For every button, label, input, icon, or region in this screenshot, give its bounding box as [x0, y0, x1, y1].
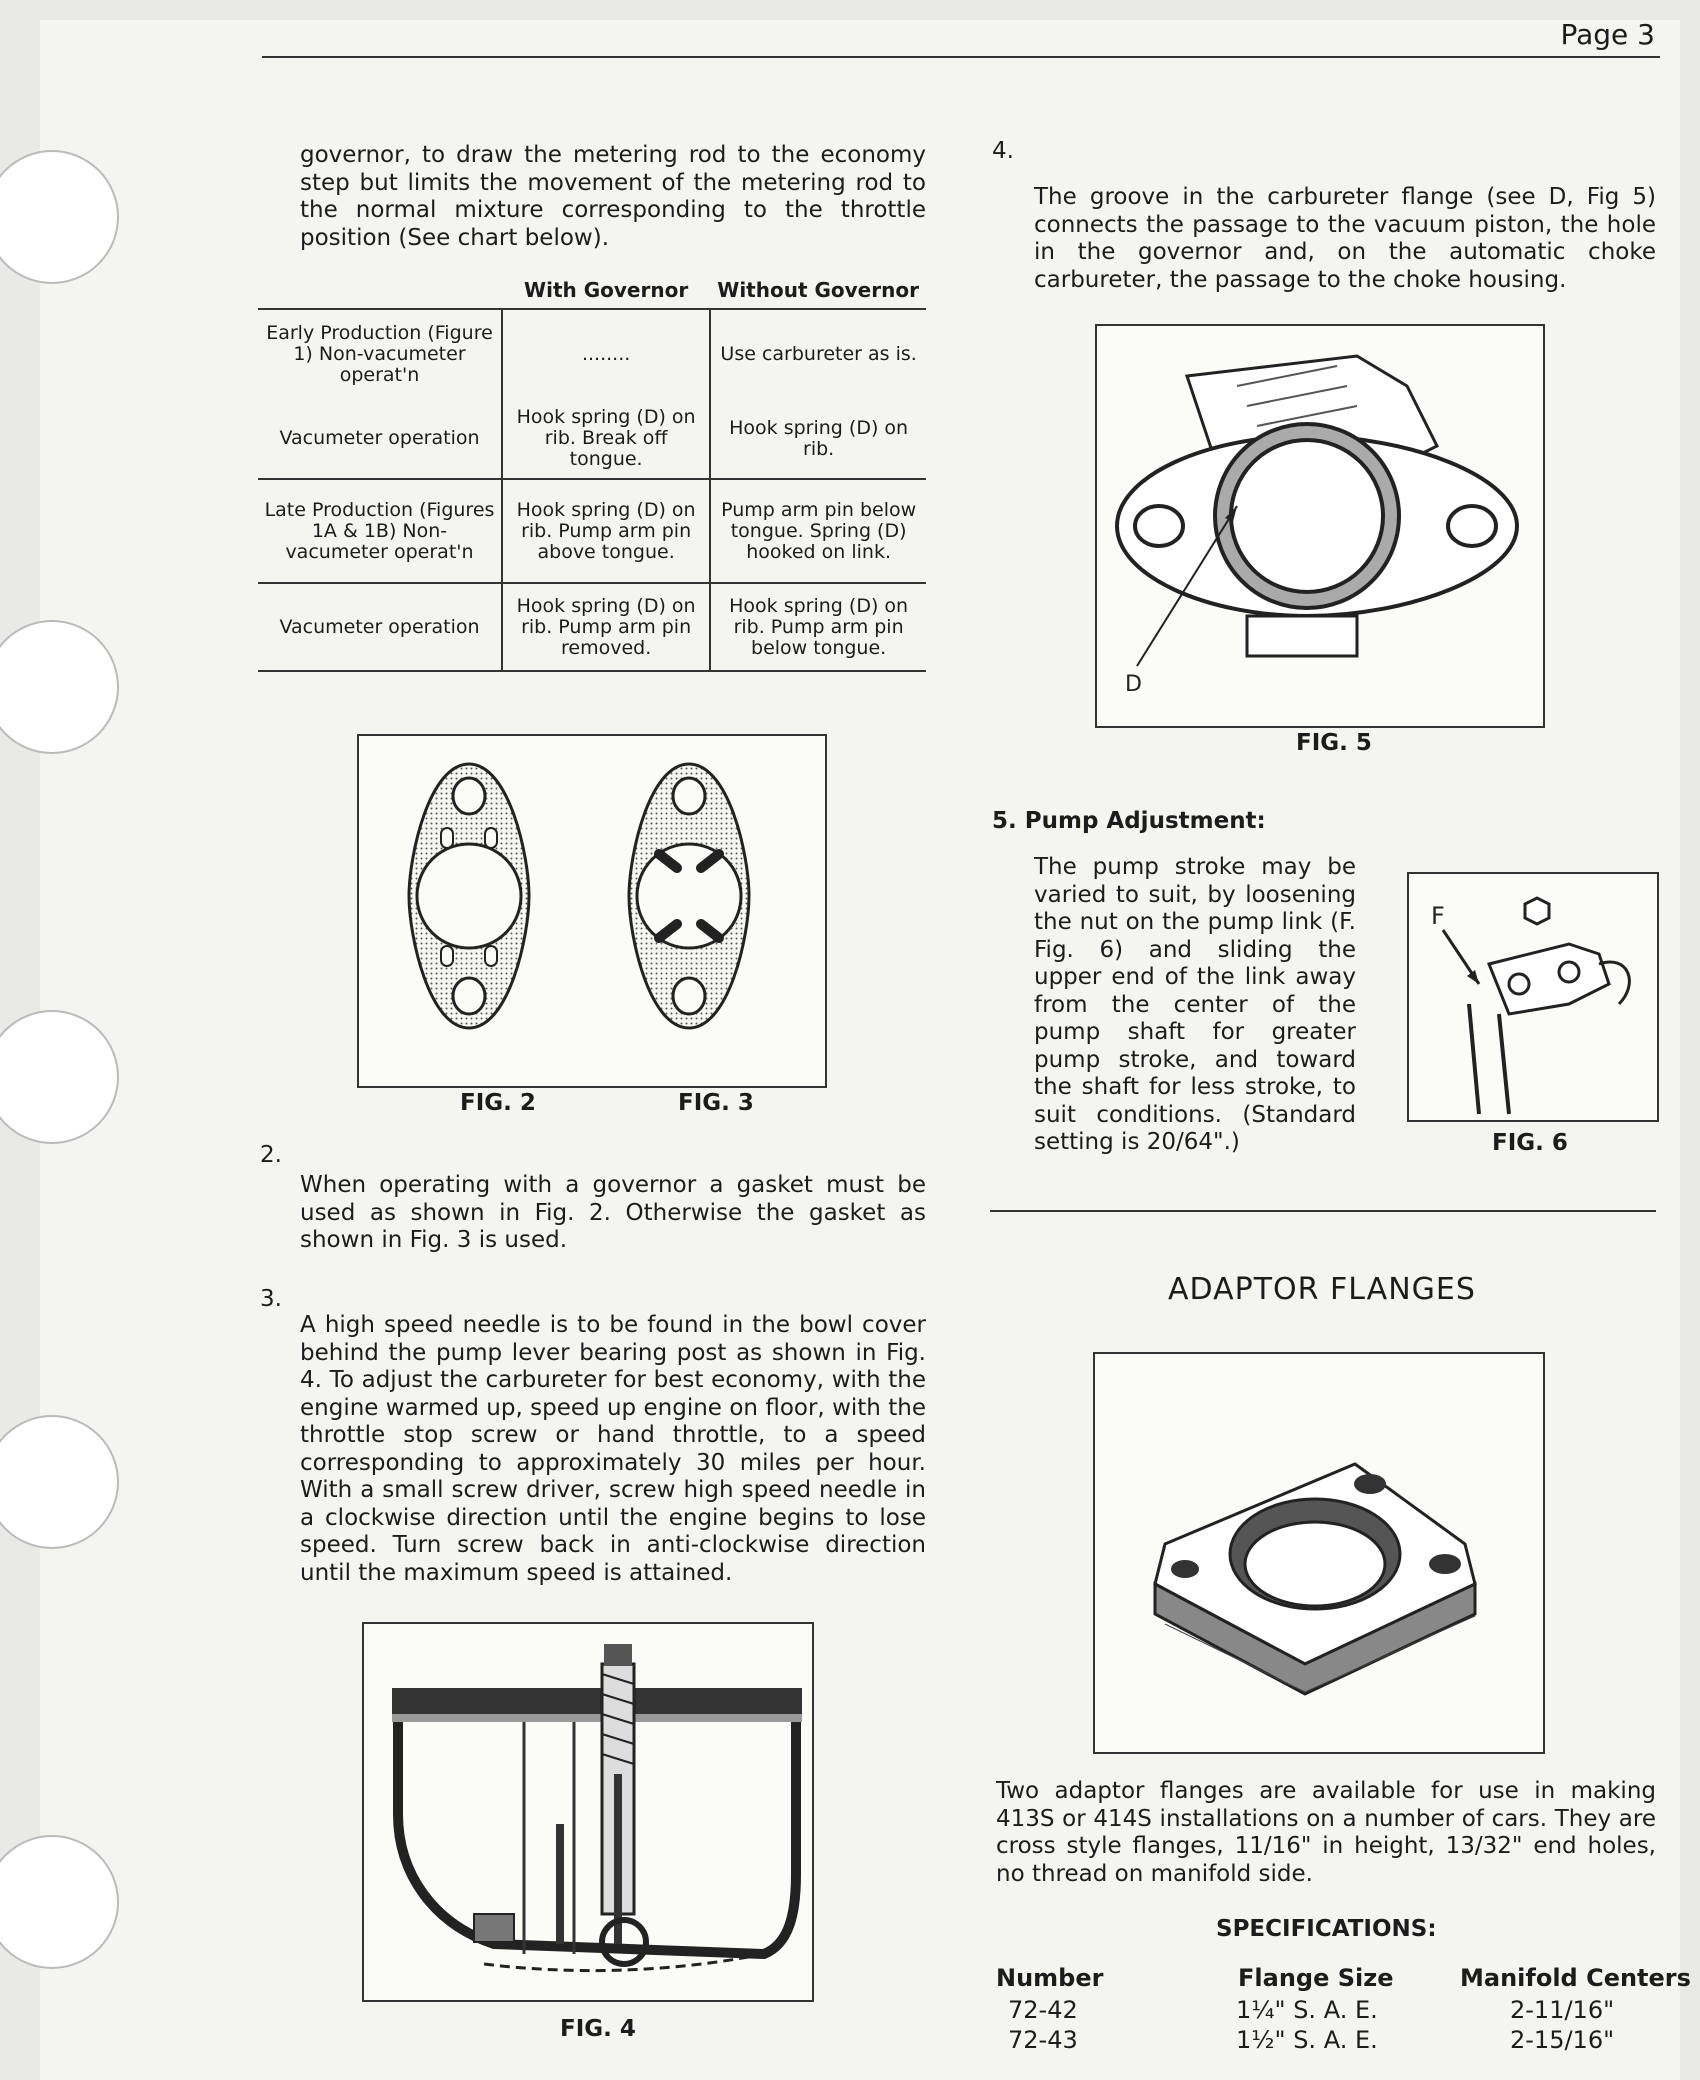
- binder-hole: [0, 150, 119, 284]
- fig2-caption: FIG. 2: [460, 1090, 536, 1116]
- fig6-caption: FIG. 6: [1492, 1130, 1568, 1156]
- binder-hole: [0, 1835, 119, 1969]
- governor-table: [258, 272, 926, 672]
- section5-title: 5. Pump Adjustment:: [992, 808, 1266, 834]
- section-number: 4.: [992, 138, 1014, 164]
- binder-hole: [0, 1415, 119, 1549]
- table-cell: ........: [502, 309, 710, 399]
- table-cell: Vacumeter operation: [258, 583, 502, 671]
- section-number: 2.: [260, 1142, 282, 1168]
- fig4-caption: FIG. 4: [560, 2016, 636, 2042]
- adaptor-flange-illustration: [1095, 1354, 1543, 1752]
- section3-text: A high speed needle is to be found in the bowl cover behind the pump lever bearing post as shown in Fig. 4. To adjust the carbureter for best economy, with the engine warmed up, speed up engine on floor, with the throttle stop screw or hand throttle, to a speed corresponding to approximately 30 miles per hour. With a small screw driver, screw high speed needle in a clockwise direction until the engine begins to lose speed. Turn screw back in anti-clockwise direction until the maximum speed is attained.: [300, 1312, 926, 1586]
- adaptor-text: Two adaptor flanges are available for use in making 413S or 414S installations on a number of cars. They are cross style flanges, 11/16" in height, 13/32" end holes, no thread on manifold side.: [996, 1778, 1656, 1887]
- table-cell: Pump arm pin below tongue. Spring (D) hooked on link.: [710, 479, 926, 583]
- page-number: Page 3: [1560, 18, 1655, 51]
- table-cell: Hook spring (D) on rib. Pump arm pin below tongue.: [710, 583, 926, 671]
- spec-header-manifold-centers: Manifold Centers: [1460, 1964, 1691, 1992]
- table-header: Without Governor: [710, 272, 926, 309]
- spec-header-number: Number: [996, 1964, 1104, 1992]
- spec-title: SPECIFICATIONS:: [1216, 1916, 1437, 1942]
- spec-cell: 72-43: [1008, 2026, 1078, 2054]
- carbureter-bowl-illustration: [364, 1624, 812, 2000]
- figure-5-flange: [1095, 324, 1545, 728]
- spec-cell: 2-11/16": [1510, 1996, 1615, 2024]
- figure-gaskets: [357, 734, 827, 1088]
- binder-hole: [0, 1010, 119, 1144]
- table-cell: Hook spring (D) on rib.: [710, 399, 926, 479]
- gasket-fig2: [409, 764, 529, 1028]
- figure-adaptor-flange: [1093, 1352, 1545, 1754]
- fig5-caption: FIG. 5: [1296, 730, 1372, 756]
- intro-paragraph: governor, to draw the metering rod to the economy step but limits the movement of the metering rod to the normal mixture corresponding to the throttle position (See chart below).: [300, 142, 926, 251]
- figure-4-carbureter-bowl: [362, 1622, 814, 2002]
- pump-link-illustration: [1409, 874, 1657, 1120]
- spec-cell: 1¼" S. A. E.: [1236, 1996, 1378, 2024]
- header-rule: [262, 56, 1660, 58]
- spec-cell: 1½" S. A. E.: [1236, 2026, 1378, 2054]
- spec-header-flange-size: Flange Size: [1238, 1964, 1394, 1992]
- fig6-label: F: [1431, 902, 1445, 930]
- spec-cell: 2-15/16": [1510, 2026, 1615, 2054]
- table-header: [258, 272, 502, 309]
- fig5-label: D: [1125, 672, 1142, 697]
- binder-hole: [0, 620, 119, 754]
- gasket-illustration: [359, 736, 825, 1086]
- section2-text: When operating with a governor a gasket must be used as shown in Fig. 2. Otherwise the gasket as shown in Fig. 3 is used.: [300, 1172, 926, 1253]
- figure-6-pump-link: [1407, 872, 1659, 1122]
- table-cell: Hook spring (D) on rib. Pump arm pin above tongue.: [502, 479, 710, 583]
- table-header: With Governor: [502, 272, 710, 309]
- table-cell: Early Production (Figure 1) Non-vacumeter operat'n: [266, 322, 493, 386]
- gasket-fig3: [629, 764, 749, 1028]
- table-cell: Vacumeter operation: [258, 399, 502, 479]
- adaptor-heading: ADAPTOR FLANGES: [1168, 1272, 1476, 1307]
- section4-text: The groove in the carbureter flange (see D, Fig 5) connects the passage to the vacuum piston, the hole in the governor and, on the automatic choke carbureter, the passage to the choke housing.: [1034, 184, 1656, 293]
- table-cell: Hook spring (D) on rib. Break off tongue.: [502, 399, 710, 479]
- fig3-caption: FIG. 3: [678, 1090, 754, 1116]
- carbureter-flange-illustration: [1097, 326, 1543, 726]
- table-cell: Late Production (Figures 1A & 1B) Non-vacumeter operat'n: [258, 479, 502, 583]
- table-cell: Hook spring (D) on rib. Pump arm pin removed.: [502, 583, 710, 671]
- table-cell: Use carbureter as is.: [710, 309, 926, 399]
- section-number: 3.: [260, 1286, 282, 1312]
- section-divider: [990, 1210, 1656, 1212]
- section5-text: The pump stroke may be varied to suit, by loosening the nut on the pump link (F. Fig. 6) and sliding the upper end of the link away from the center of the pump shaft for greater pump stroke, and toward the shaft for less stroke, to suit conditions. (Standard setting is 20/64".): [1034, 854, 1356, 1155]
- spec-cell: 72-42: [1008, 1996, 1078, 2024]
